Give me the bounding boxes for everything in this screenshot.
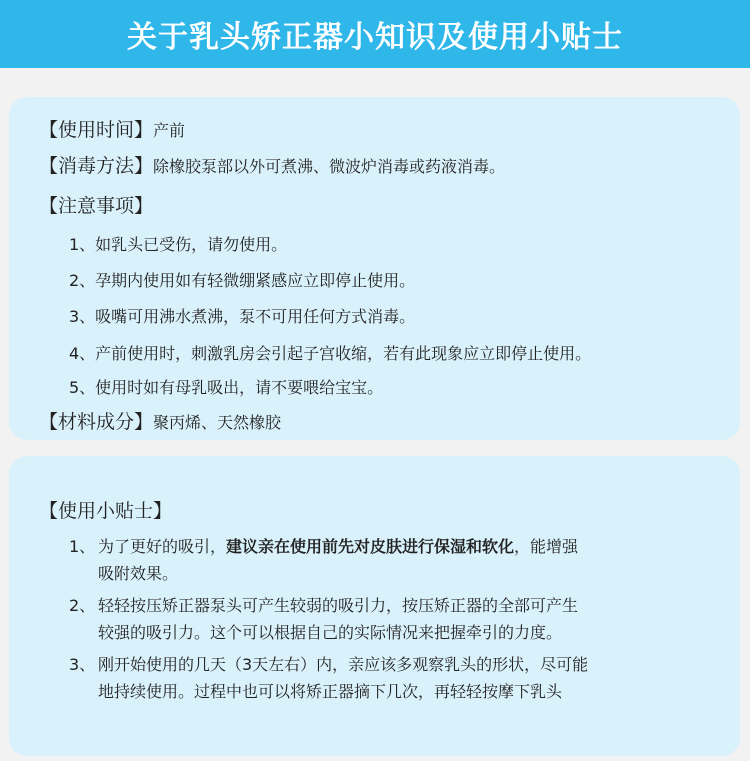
- material-value: 聚丙烯、天然橡胶: [153, 413, 282, 432]
- notes-row: [39, 191, 153, 218]
- tip-text: ，能增强: [514, 537, 579, 556]
- tip-number: 3、: [69, 655, 96, 674]
- notes-heading: 【注意事项】: [39, 195, 154, 217]
- tips-card: [9, 456, 740, 756]
- disinfection-value: 除橡胶泵部以外可煮沸、微波炉消毒或药液消毒。: [153, 157, 506, 176]
- tip-item: [69, 592, 578, 646]
- disinfection-heading: 【消毒方法】: [39, 155, 154, 177]
- material-heading: 【材料成分】: [39, 411, 154, 433]
- usage-time-value: 产前: [153, 121, 186, 140]
- note-item: 5、使用时如有母乳吸出，请不要喂给宝宝。: [69, 378, 384, 397]
- tips-heading: 【使用小贴士】: [39, 500, 173, 522]
- note-item: 1、如乳头已受伤，请勿使用。: [69, 235, 288, 254]
- usage-time-row: [39, 115, 185, 142]
- tip-line: 轻轻按压矫正器泵头可产生较弱的吸引力，按压矫正器的全部可产生: [98, 596, 579, 615]
- tip-number: 1、: [69, 537, 96, 556]
- page-header: [0, 0, 750, 68]
- note-item: 3、吸嘴可用沸水煮沸，泵不可用任何方式消毒。: [69, 307, 416, 326]
- note-item: 4、产前使用时，刺激乳房会引起子宫收缩，若有此现象应立即停止使用。: [69, 344, 592, 363]
- page-title: 关于乳头矫正器小知识及使用小贴士: [127, 20, 623, 55]
- info-card: [9, 97, 740, 440]
- tip-line: 地持续使用。过程中也可以将矫正器摘下几次，再轻轻按摩下乳头: [98, 682, 563, 701]
- material-row: [39, 407, 281, 434]
- tip-line: 吸附效果。: [98, 564, 179, 583]
- tip-line: 较强的吸引力。这个可以根据自己的实际情况来把握牵引的力度。: [98, 623, 563, 642]
- disinfection-row: [39, 151, 505, 178]
- tip-line: [98, 533, 578, 560]
- note-item: 2、孕期内使用如有轻微绷紧感应立即停止使用。: [69, 271, 416, 290]
- tip-item: [69, 533, 578, 587]
- usage-time-heading: 【使用时间】: [39, 119, 154, 141]
- tips-heading-row: [39, 496, 172, 523]
- tip-line: 刚开始使用的几天（3天左右）内，亲应该多观察乳头的形状，尽可能: [98, 655, 589, 674]
- tip-item: [69, 651, 588, 705]
- tip-highlight: 建议亲在使用前先对皮肤进行保湿和软化: [226, 537, 515, 556]
- tip-number: 2、: [69, 596, 96, 615]
- tip-text: 为了更好的吸引，: [98, 537, 227, 556]
